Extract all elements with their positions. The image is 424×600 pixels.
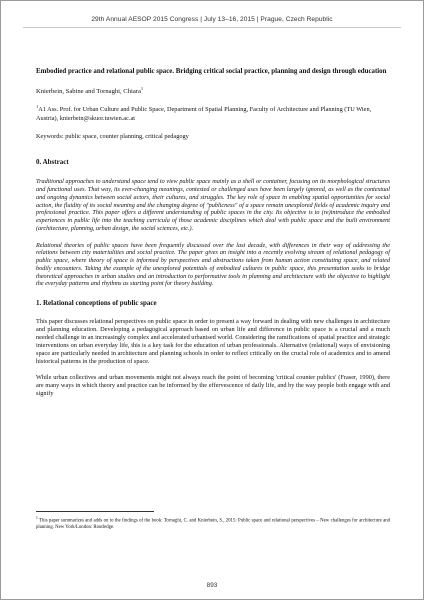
- section-1-paragraph-2: While urban collectives and urban movements might not always reach the point of becoming 'critical counter publics' (Fraser, 1990), there are many ways in which theory and practice can be informed by the effervescence of daily life, and by the way people both engage with and signify: [36, 374, 390, 398]
- abstract-heading: 0. Abstract: [36, 158, 69, 167]
- footnote: [36, 515, 390, 532]
- affiliation-line: [36, 103, 390, 123]
- running-header: 29th Annual AESOP 2015 Congress | July 13–16, 2015 | Prague, Czech Republic: [91, 16, 333, 23]
- authors-footnote-ref: 1: [140, 86, 144, 91]
- abstract-paragraph-1: Traditional approaches to understand space tend to view public space mainly as a shell or container, focusing on its morphological structures and functional uses. That way, its ever-changing meanings, contested or challenged uses have been largely ignored, as well as the contextual and ongoing dynamics between social actors, their cultures, and struggles. The key role of space in enabling spatial opportunities for social action, the fluidity of its social meaning and the changing degree of "publicness" of a space remain unexplored fields of academic inquiry and professional practice. This paper offers a different understanding of public spaces in the city. Its objective is to (re)introduce the embodied experiences in public life into the teaching curricula of those academic disciplines which deal with public space and the built environment (architecture, planning, urban design, the social sciences, etc.).: [36, 178, 390, 232]
- authors-line: [36, 85, 390, 96]
- footnote-marker: 1: [36, 516, 38, 520]
- footnote-text: This paper summarizes and adds on to the findings of the book: Tornaghi, C. and Knierbein, S., 2015: Public space and relational perspectives – New challenges for architecture and planning. New York/London: Routledge.: [36, 518, 390, 531]
- section-1-paragraph-1: This paper discusses relational perspectives on public space in order to present a way forward in dealing with new challenges in architecture and planning education. Developing a pedagogical approach based on urban life and difference in public space is a crucial and a much needed challenge in an increasingly complex and accelerated urbanised world. Considering the ramifications of spatial practice and strategic interventions on urban everyday life, this is a key task for the education of urban professionals. Alternative (relational) ways of envisioning space are particularly needed in architecture and planning schools in order to reflect critically on the crucial role of academics and to amend historical patterns in the production of space.: [36, 318, 390, 366]
- section-1-heading: 1. Relational conceptions of public space: [36, 299, 157, 308]
- affiliation: A1 Ass. Prof. for Urban Culture and Public Space, Department of Spatial Planning, Faculty of Architecture and Planning (TU Wien, Austria), knierbein@skuor.tuwien.ac.at: [36, 106, 372, 122]
- abstract-paragraph-2: Relational theories of public spaces have been frequently discussed over the last decade, with differences in their way of addressing the relations between city materialities and social practice. The paper gives an insight into a recently evolving stream of relational pedagogy of public space, where theory of space is informed by perspectives and abstractions taken from human action constituting space, and related bodily encounters. Taking the example of the unexplored potentials of embodied cultures in public space, this presentation seeks to bridge theoretical approaches in urban studies and an introduction to performative tools in planning and architecture with the objective to highlight the everyday patterns and rhythms as starting point for theory building.: [36, 241, 390, 288]
- page-number: 893: [206, 582, 218, 589]
- keywords: Keywords: public space, counter planning, critical pedagogy: [36, 133, 189, 141]
- affiliation-marker: 1: [36, 104, 39, 110]
- footnote-rule: [36, 511, 154, 512]
- paper-title: Embodied practice and relational public space. Bridging critical social practice, planning and design through education: [36, 68, 387, 75]
- header-divider: [23, 27, 401, 28]
- page-content: [36, 67, 390, 398]
- authors: Knierbein, Sabine and Tornaghi, Chiara: [36, 88, 141, 96]
